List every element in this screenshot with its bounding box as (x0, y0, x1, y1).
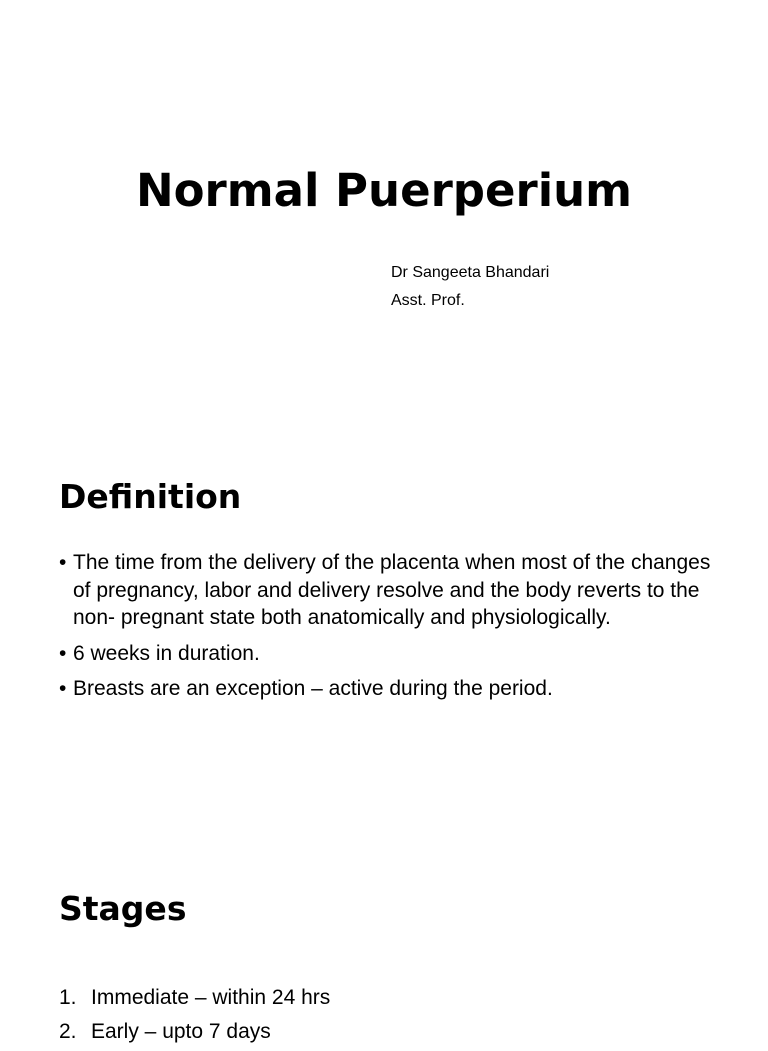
list-text: Early – upto 7 days (91, 1020, 271, 1043)
author-role: Asst. Prof. (391, 292, 465, 309)
author-name: Dr Sangeeta Bhandari (391, 264, 550, 281)
definition-heading: Definition (59, 477, 242, 516)
bullet-text: The time from the delivery of the placenta when most of the changes of pregnancy, labor and delivery resolve and the body reverts to the non- pregnant state both anatomically and physiologically. (73, 551, 711, 629)
bullet-text: Breasts are an exception – active during the period. (73, 677, 553, 700)
stages-slide (0, 860, 768, 1043)
definition-slide (0, 430, 768, 860)
bullet-text: 6 weeks in duration. (73, 641, 260, 665)
bullet-item (59, 675, 719, 703)
bullet-dot: • (59, 677, 67, 700)
definition-bullet-list (59, 549, 719, 711)
bullet-dot: • (59, 641, 67, 665)
list-item (59, 983, 330, 1013)
stages-heading: Stages (59, 889, 187, 928)
list-number: 2. (59, 1020, 77, 1043)
stages-numbered-list (59, 983, 330, 1051)
list-item (59, 1017, 330, 1047)
presentation-title: Normal Puerperium (135, 164, 633, 217)
list-number: 1. (59, 986, 77, 1009)
author-block (391, 259, 549, 315)
title-slide (0, 0, 768, 430)
bullet-item (59, 640, 719, 668)
list-text: Immediate – within 24 hrs (91, 986, 331, 1009)
bullet-item (59, 549, 719, 632)
bullet-dot: • (59, 551, 67, 574)
